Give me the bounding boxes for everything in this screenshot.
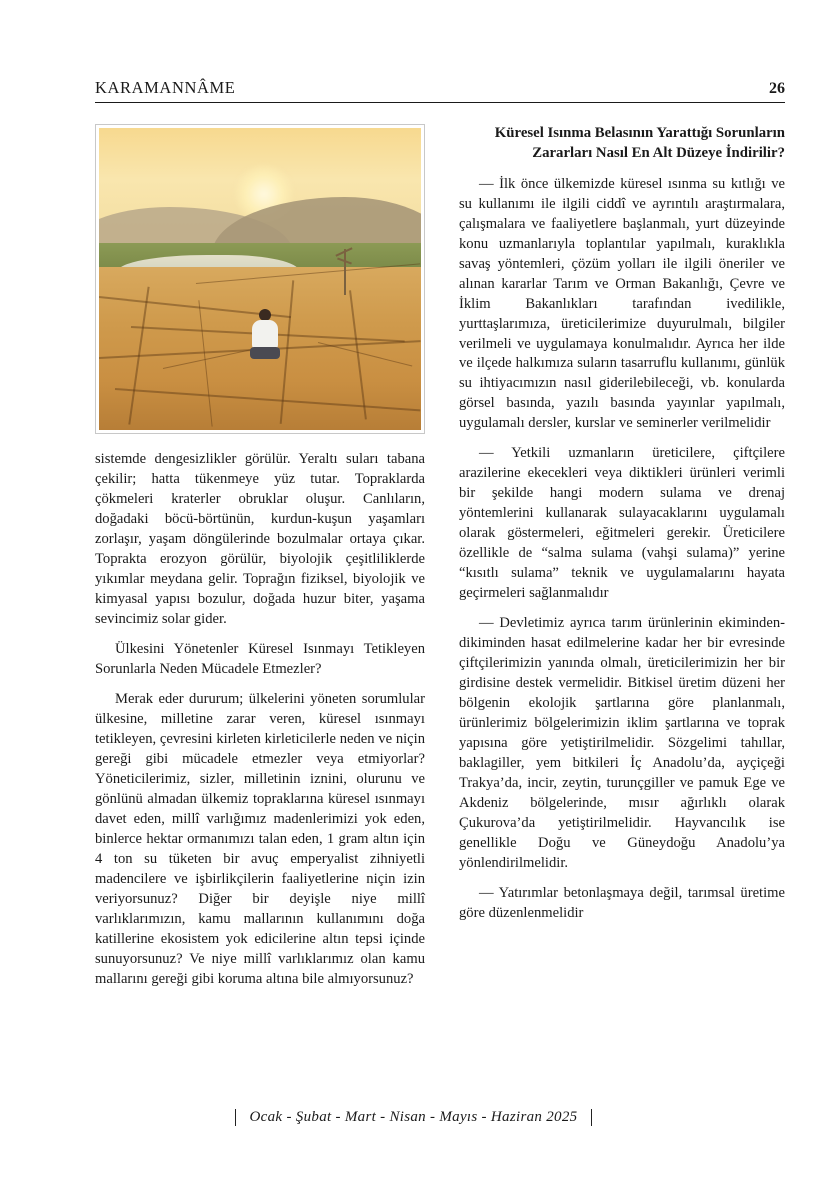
footer-date-range: Ocak - Şubat - Mart - Nisan - Mayıs - Haziran 2025 [235,1109,593,1126]
photo-seated-person [250,309,280,365]
paragraph: — İlk önce ülkemizde küresel ısınma su kıtlığı ve su kullanımı ile ilgili ciddî ve ayrıntılı araştırmalara, çalışmalara ve faaliyetlere başlanmalı, yurt düzeyinde konu uzmanlarıyla toplantılar yapılmalı, kuraklıkla savaş yöntemleri, çözüm yolları ile ilgili öneriler ve alınan kararlar Tarım ve Orman Bakanlığı, Çevre ve İklim Bakanlıkları tarafından ivedilikle, yurttaşlarımıza, üreticilerimize duyurulmalı, bilgiler verilmeli ve uygulamaya konulmalıdır. Ayrıca her ilde ve ilçede halkımıza suların tasarruflu kullanımı, günlük su ihtiyacımızın nasıl giderilebileceği, vb. konularda görsel basında, yazılı basında yayınlar yapılmalı, uygulamalı dersler, kurslar ve seminerler verilmelidir [459,175,785,432]
left-subheading: Ülkesini Yönetenler Küresel Isınmayı Tetikleyen Sorunlarla Neden Mücadele Etmezler? [95,640,425,677]
photo-dead-tree [344,249,346,295]
paragraph: sistemde dengesizlikler görülür. Yeraltı suları tabana çekilir; hatta tükenmeye yüz tutar. Topraklarda çökmeleri kraterler obruklar oluşur. Canlıların, doğadaki böcü-börtünün, kurdun-kuşun yaşamları zorlaşır, yaşam döngülerinde bozulmalar ortaya çıkar. Toprakta erozyon görülür, biyolojik çeşitliliklerde yıkımlar meydana gelir. Toprağın fiziksel, biyolojik ve kimyasal yapısı bozulur, doğada huzur biter, yaşama sevincimiz solar gider. [95,451,425,627]
right-column [459,124,785,924]
left-column [95,124,425,990]
publication-title: KARAMANNÂME [95,78,236,97]
page-number: 26 [769,80,785,97]
section-heading: Küresel Isınma Belasının Yarattığı Sorunların Zararları Nasıl En Alt Düzeye İndirilir? [494,125,785,161]
paragraph: — Yetkili uzmanların üreticilere, çiftçilere arazilerine ekecekleri veya diktikleri ürünleri verimli bir şekilde hangi modern sulama ve drenaj yöntemlerini kullanarak sulayacaklarını uygulamalı olarak göstermeleri, eğitmeleri gerekir. Üreticilere özellikle de “salma sulama (vahşi sulama)” yerine “kısıtlı sulama” teknik ve uygulamalarını hayata geçirmeleri sağlanmalıdır [459,445,785,602]
paragraph: — Devletimiz ayrıca tarım ürünlerinin ekiminden-dikiminden hasat edilmelerine kadar her bir evresinde çiftçilerimizin yanında olmalı, üreticilerimizin her bir girdisine destek vermelidir. Bitkisel üretim düzeni her bölgenin ekolojik şartlarına göre planlanmalı, ürünlerimiz bölgelerimizin iklim şartlarına ve toprak yapısına göre yetiştirilmelidir. Sözgelimi tahıllar, baklagiller, yem bitkileri İç Anadolu’da, ayçiçeği Trakya’da, incir, zeytin, turunçgiller ve pamuk Ege ve Akdeniz bölgelerinde, mısır ağırlıklı olarak Çukurova’da yetiştirilmelidir. Hayvancılık ise genellikle Doğu ve Güneydoğu Anadolu’ya yönlendirilmelidir. [459,615,785,872]
paragraph: Merak eder dururum; ülkelerini yöneten sorumlular ülkesine, milletine zarar veren, küresel ısınmayı tetikleyen, çevresini kirleten kirleticilerle neden ve niçin gereği gibi mücadele etmezler veya etmiyorlar? Yöneticilerimiz, sizler, milletinin iznini, olurunu ve gönlünü almadan ülkemiz topraklarına küresel ısınmayı davet eden, millî varlığımız madenlerimizi yok eden, binlerce hektar ormanımızı talan eden, 1 gram altın için 4 ton su tüketen bir avuç emperyalist zihniyetli madencilere ve işbirlikçilerin faaliyetlerine niçin izin veriyorsunuz? Diğer bir deyişle niye millî varlıklarımızın, kamu mallarının kullanımını doğa katillerine ekosistem yok edicilerine altın tepsi içinde sunuyorsunuz? Ve niye millî varlıklarımız olan kamu mallarını gereği gibi koruma altına bile almıyorsunuz? [95,690,425,987]
drought-cracked-earth-photo [99,128,421,430]
paragraph: — Yatırımlar betonlaşmaya değil, tarımsal üretime göre düzenlenmelidir [459,885,785,922]
photo-frame [95,124,425,434]
page-header [95,78,785,103]
page-footer [0,1108,827,1126]
